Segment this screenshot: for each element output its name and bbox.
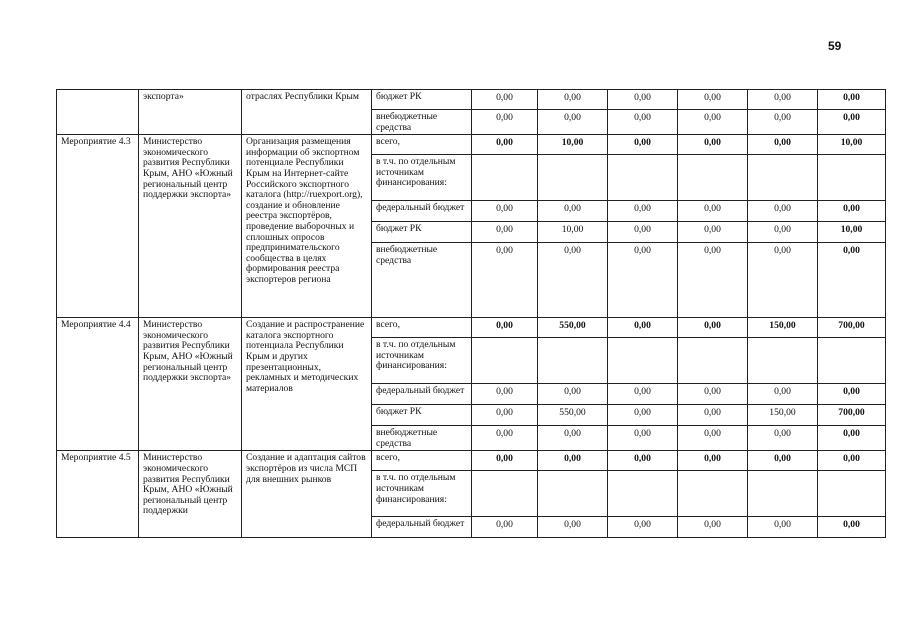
value-cell: 0,00 bbox=[818, 451, 886, 471]
value-cell: 700,00 bbox=[818, 405, 886, 426]
source-cell: внебюджетные средства bbox=[372, 110, 472, 135]
page-number: 59 bbox=[828, 39, 842, 53]
source-cell: всего, bbox=[372, 451, 472, 471]
value-cell: 0,00 bbox=[538, 243, 608, 318]
executor-cell: Министерство экономического развития Республики Крым, АНО «Южный региональный центр поддержки bbox=[139, 451, 242, 538]
value-cell: 0,00 bbox=[538, 90, 608, 110]
value-cell: 10,00 bbox=[538, 222, 608, 243]
value-cell: 0,00 bbox=[608, 384, 678, 405]
source-cell: всего, bbox=[372, 318, 472, 338]
value-cell: 0,00 bbox=[538, 110, 608, 135]
table-body bbox=[57, 90, 886, 538]
source-cell: в т.ч. по отдельным источникам финансирования: bbox=[372, 338, 472, 384]
value-cell: 700,00 bbox=[818, 318, 886, 338]
value-cell bbox=[538, 471, 608, 517]
value-cell: 10,00 bbox=[538, 135, 608, 155]
value-cell bbox=[748, 471, 818, 517]
value-cell: 0,00 bbox=[818, 90, 886, 110]
value-cell: 0,00 bbox=[678, 517, 748, 538]
value-cell: 0,00 bbox=[748, 517, 818, 538]
value-cell: 0,00 bbox=[472, 90, 538, 110]
source-cell: бюджет РК bbox=[372, 405, 472, 426]
value-cell: 0,00 bbox=[608, 451, 678, 471]
value-cell: 0,00 bbox=[472, 517, 538, 538]
value-cell: 150,00 bbox=[748, 318, 818, 338]
value-cell: 0,00 bbox=[608, 201, 678, 222]
value-cell: 0,00 bbox=[748, 426, 818, 451]
value-cell: 0,00 bbox=[472, 201, 538, 222]
value-cell: 0,00 bbox=[472, 243, 538, 318]
value-cell: 10,00 bbox=[818, 135, 886, 155]
value-cell: 0,00 bbox=[818, 517, 886, 538]
table-row bbox=[57, 90, 886, 110]
source-cell: бюджет РК bbox=[372, 222, 472, 243]
value-cell: 0,00 bbox=[678, 90, 748, 110]
value-cell bbox=[608, 338, 678, 384]
table-row bbox=[57, 135, 886, 155]
value-cell: 0,00 bbox=[472, 110, 538, 135]
value-cell: 150,00 bbox=[748, 405, 818, 426]
value-cell: 0,00 bbox=[608, 135, 678, 155]
value-cell: 0,00 bbox=[608, 222, 678, 243]
description-cell: Организация размещения информации об экспортном потенциале Республики Крым на Интернет-сайте Российского экспортного каталога (http://ruexport.org), создание и обновление реестра экспортёров, проведение выборочных и сплошных опросов предпринимательского сообщества в целях формирования реестра экспортеров региона bbox=[242, 135, 372, 318]
value-cell: 0,00 bbox=[608, 243, 678, 318]
executor-cell: Министерство экономического развития Республики Крым, АНО «Южный региональный центр поддержки экспорта» bbox=[139, 135, 242, 318]
source-cell: внебюджетные средства bbox=[372, 426, 472, 451]
value-cell bbox=[818, 471, 886, 517]
value-cell: 10,00 bbox=[818, 222, 886, 243]
source-cell: в т.ч. по отдельным источникам финансирования: bbox=[372, 155, 472, 201]
source-cell: бюджет РК bbox=[372, 90, 472, 110]
value-cell: 0,00 bbox=[472, 451, 538, 471]
value-cell bbox=[748, 155, 818, 201]
event-cell: Мероприятие 4.3 bbox=[57, 135, 139, 318]
value-cell: 0,00 bbox=[818, 384, 886, 405]
value-cell: 0,00 bbox=[538, 426, 608, 451]
value-cell: 0,00 bbox=[678, 243, 748, 318]
value-cell: 0,00 bbox=[748, 451, 818, 471]
source-cell: внебюджетные средства bbox=[372, 243, 472, 318]
value-cell bbox=[748, 338, 818, 384]
value-cell: 0,00 bbox=[818, 243, 886, 318]
value-cell: 550,00 bbox=[538, 318, 608, 338]
value-cell: 0,00 bbox=[472, 384, 538, 405]
value-cell bbox=[608, 471, 678, 517]
value-cell: 0,00 bbox=[608, 517, 678, 538]
value-cell: 0,00 bbox=[748, 201, 818, 222]
event-cell bbox=[57, 90, 139, 135]
value-cell bbox=[608, 155, 678, 201]
value-cell bbox=[538, 155, 608, 201]
value-cell: 0,00 bbox=[748, 110, 818, 135]
source-cell: федеральный бюджет bbox=[372, 201, 472, 222]
value-cell: 0,00 bbox=[472, 135, 538, 155]
value-cell bbox=[472, 155, 538, 201]
value-cell: 0,00 bbox=[678, 318, 748, 338]
value-cell: 0,00 bbox=[538, 201, 608, 222]
value-cell: 0,00 bbox=[678, 222, 748, 243]
description-cell: Создание и адаптация сайтов экспортёров из числа МСП для внешних рынков bbox=[242, 451, 372, 538]
source-cell: федеральный бюджет bbox=[372, 384, 472, 405]
source-cell: в т.ч. по отдельным источникам финансирования: bbox=[372, 471, 472, 517]
value-cell: 0,00 bbox=[748, 135, 818, 155]
value-cell: 0,00 bbox=[678, 451, 748, 471]
value-cell bbox=[472, 338, 538, 384]
value-cell: 0,00 bbox=[678, 384, 748, 405]
value-cell bbox=[538, 338, 608, 384]
value-cell: 0,00 bbox=[818, 201, 886, 222]
value-cell bbox=[472, 471, 538, 517]
value-cell bbox=[818, 338, 886, 384]
value-cell: 0,00 bbox=[538, 384, 608, 405]
value-cell: 0,00 bbox=[748, 384, 818, 405]
value-cell: 0,00 bbox=[538, 517, 608, 538]
value-cell: 0,00 bbox=[818, 110, 886, 135]
value-cell bbox=[678, 338, 748, 384]
value-cell: 550,00 bbox=[538, 405, 608, 426]
value-cell: 0,00 bbox=[538, 451, 608, 471]
value-cell: 0,00 bbox=[678, 426, 748, 451]
value-cell: 0,00 bbox=[608, 110, 678, 135]
executor-cell: экспорта» bbox=[139, 90, 242, 135]
executor-cell: Министерство экономического развития Республики Крым, АНО «Южный региональный центр поддержки экспорта» bbox=[139, 318, 242, 451]
value-cell: 0,00 bbox=[678, 135, 748, 155]
source-cell: всего, bbox=[372, 135, 472, 155]
source-cell: федеральный бюджет bbox=[372, 517, 472, 538]
value-cell: 0,00 bbox=[678, 201, 748, 222]
value-cell bbox=[678, 471, 748, 517]
table-row bbox=[57, 451, 886, 471]
value-cell: 0,00 bbox=[748, 222, 818, 243]
value-cell: 0,00 bbox=[472, 318, 538, 338]
budget-table bbox=[56, 89, 886, 538]
value-cell: 0,00 bbox=[608, 426, 678, 451]
value-cell: 0,00 bbox=[818, 426, 886, 451]
description-cell: отраслях Республики Крым bbox=[242, 90, 372, 135]
value-cell: 0,00 bbox=[608, 90, 678, 110]
value-cell bbox=[678, 155, 748, 201]
table-row bbox=[57, 318, 886, 338]
event-cell: Мероприятие 4.5 bbox=[57, 451, 139, 538]
value-cell: 0,00 bbox=[608, 405, 678, 426]
value-cell: 0,00 bbox=[608, 318, 678, 338]
value-cell: 0,00 bbox=[472, 405, 538, 426]
value-cell: 0,00 bbox=[472, 426, 538, 451]
value-cell: 0,00 bbox=[472, 222, 538, 243]
value-cell: 0,00 bbox=[748, 90, 818, 110]
value-cell: 0,00 bbox=[748, 243, 818, 318]
value-cell: 0,00 bbox=[678, 110, 748, 135]
description-cell: Создание и распространение каталога экспортного потенциала Республики Крым и других презентационных, рекламных и методических материалов bbox=[242, 318, 372, 451]
event-cell: Мероприятие 4.4 bbox=[57, 318, 139, 451]
value-cell: 0,00 bbox=[678, 405, 748, 426]
value-cell bbox=[818, 155, 886, 201]
